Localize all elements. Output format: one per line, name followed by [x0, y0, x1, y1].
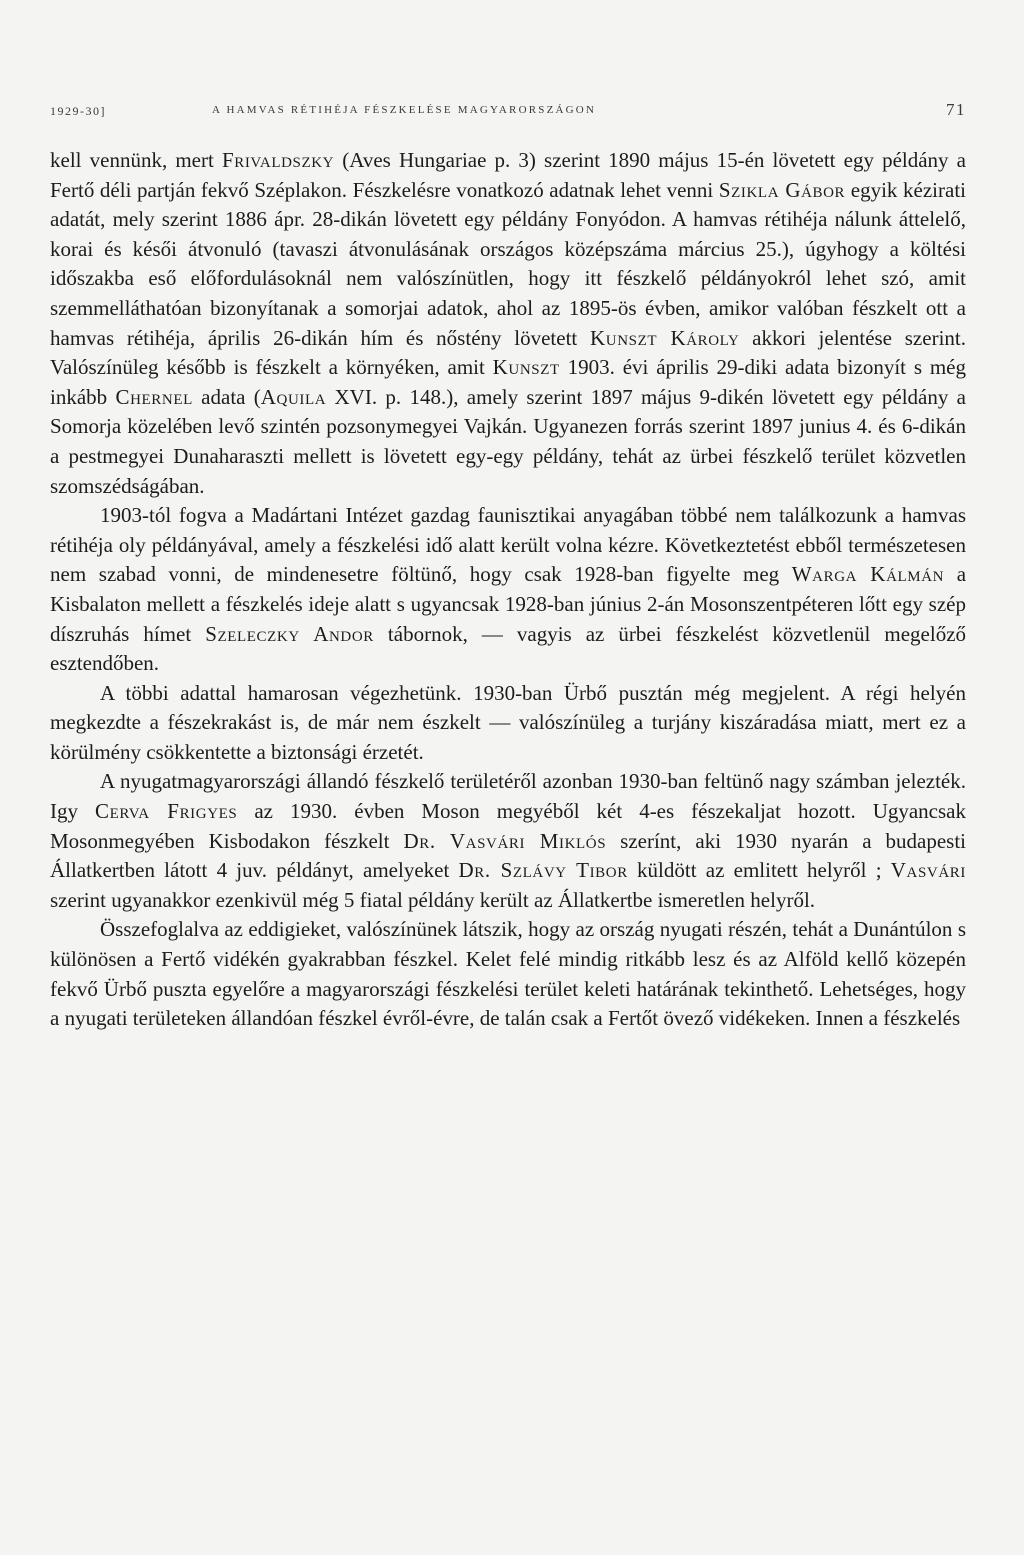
- text-run: 1903. évi április 29-diki adata bizonyít s még inkább: [50, 355, 966, 409]
- paragraph: [50, 146, 966, 501]
- paragraph: [50, 679, 966, 768]
- text-run: Összefoglalva az eddigieket, valószínünek látszik, hogy az ország nyugati részén, tehát a Dunántúlon s különösen a Fertő vidékén gyakrabban fészkel. Kelet felé mindig ritkább lesz és az Alföld kellő közepén fekvő Ürbő puszta egyelőre a magyarországi fészkelési terület keleti határának tekinthető. Lehetséges, hogy a nyugati területeken állandóan fészkel évről-évre, de talán csak a Fertőt övező vidékeken. Innen a fészkelés: [50, 917, 966, 1031]
- running-title: A HAMVAS RÉTIHÉJA FÉSZKELÉSE MAGYARORSZÁGON: [212, 104, 597, 116]
- person-name: Cerva Frigyes: [95, 799, 238, 824]
- person-name: Kunszt Károly: [590, 325, 740, 350]
- person-name: Aquila: [260, 384, 327, 409]
- person-name: Vasvári: [890, 858, 966, 883]
- text-run: kell vennünk, mert: [50, 148, 222, 172]
- text-run: A többi adattal hamarosan végezhetünk. 1930-ban Ürbő pusztán még megjelent. A régi helyén megkezdte a fészekrakást is, de már nem észkelt — valószínüleg a turjány kiszáradása miatt, mert ez a körülmény csökkentette a biztonsági érzetét.: [50, 680, 966, 764]
- text-run: szerint ugyanakkor ezenkivül még 5 fiatal példány került az Állatkertbe ismeretlen helyről.: [50, 887, 816, 912]
- paragraph: [50, 915, 966, 1033]
- text-run: adata (: [192, 384, 261, 409]
- text-run: az 1930. évben Moson megyéből két 4-es fészekaljat hozott. Ugyancsak Mosonmegyében Kisbodakon fészkelt: [50, 799, 966, 853]
- text-run: szerínt, aki 1930 nyarán a budapesti Állatkertben látott 4 juv. példányt, amelyeket: [50, 828, 967, 883]
- text-run: XVI. p. 148.), amely szerint 1897 május 9-dikén lövetett egy példány a Somorja közelében levő szintén pozsonymegyei Vajkán. Ugyanezen forrás szerint 1897 junius 4. és 6-dikán a pestmegyei Dunaharaszti mellett is lövetett egy-egy példány, tehát az ürbei fészkelő terület közvetlen szomszédságában.: [50, 384, 967, 498]
- text-run: a Kisbalaton mellett a fészkelés ideje alatt s ugyancsak 1928-ban június 2-án Mosonszentpéteren lőtt egy szép díszruhás hímet: [50, 562, 967, 646]
- paragraph: [50, 767, 966, 915]
- person-name: Warga Kálmán: [791, 562, 945, 587]
- running-head: [50, 100, 966, 122]
- text-run: akkori jelentése szerint. Valószínüleg később is fészkelt a környéken, amit: [50, 325, 966, 380]
- text-run: A nyugatmagyarországi állandó fészkelő területéről azonban 1930-ban feltünő nagy számban jelezték. Igy: [50, 769, 966, 824]
- text-run: egyik kézirati adatát, mely szerint 1886 ápr. 28-dikán lövetett egy példány Fonyódon. A hamvas rétihéja nálunk áttelelő, korai és késői átvonuló (tavaszi átvonulásának országos középszáma március 25.), úgyhogy a költési időszakba eső előfordulásoknál nem valószínütlen, hogy itt fészkelő példányokról lehet szó, amit szemmelláthatóan bizonyítanak a somorjai adatok, ahol az 1895-ös évben, amikor valóban fészkelt ott a hamvas rétihéja, április 26-dikán hím és nőstény lövetett: [50, 177, 966, 350]
- person-name: Szeleczky Andor: [205, 621, 374, 646]
- text-run: küldött az emlitett helyről ;: [627, 858, 891, 883]
- person-name: Szikla Gábor: [718, 177, 846, 202]
- person-name: Chernel: [115, 384, 193, 409]
- paragraph: [50, 501, 966, 679]
- person-name: Dr. Szlávy Tibor: [458, 858, 628, 883]
- page-number: 71: [946, 100, 966, 119]
- text-run: (Aves Hungariae p. 3) szerint 1890 május 15-én lövetett egy példány a Fertő déli partján fekvő Széplakon. Fészkelésre vonatkozó adatnak lehet venni: [50, 148, 967, 202]
- text-run: tábornok, — vagyis az ürbei fészkelést közvetlenül megelőző esztendőben.: [50, 621, 967, 676]
- volume-years: 1929-30]: [50, 104, 106, 118]
- person-name: Dr. Vasvári Miklós: [403, 828, 607, 853]
- article-body: [50, 146, 966, 1034]
- person-name: Frivaldszky: [221, 148, 335, 172]
- text-run: 1903-tól fogva a Madártani Intézet gazdag faunisztikai anyagában többé nem találkozunk a hamvas rétihéja oly példányával, amely a fészkelési idő alatt került volna kézre. Következtetést ebből természetesen nem szabad vonni, de mindenesetre föltünő, hogy csak 1928-ban figyelte meg: [50, 503, 966, 587]
- person-name: Kunszt: [492, 355, 560, 380]
